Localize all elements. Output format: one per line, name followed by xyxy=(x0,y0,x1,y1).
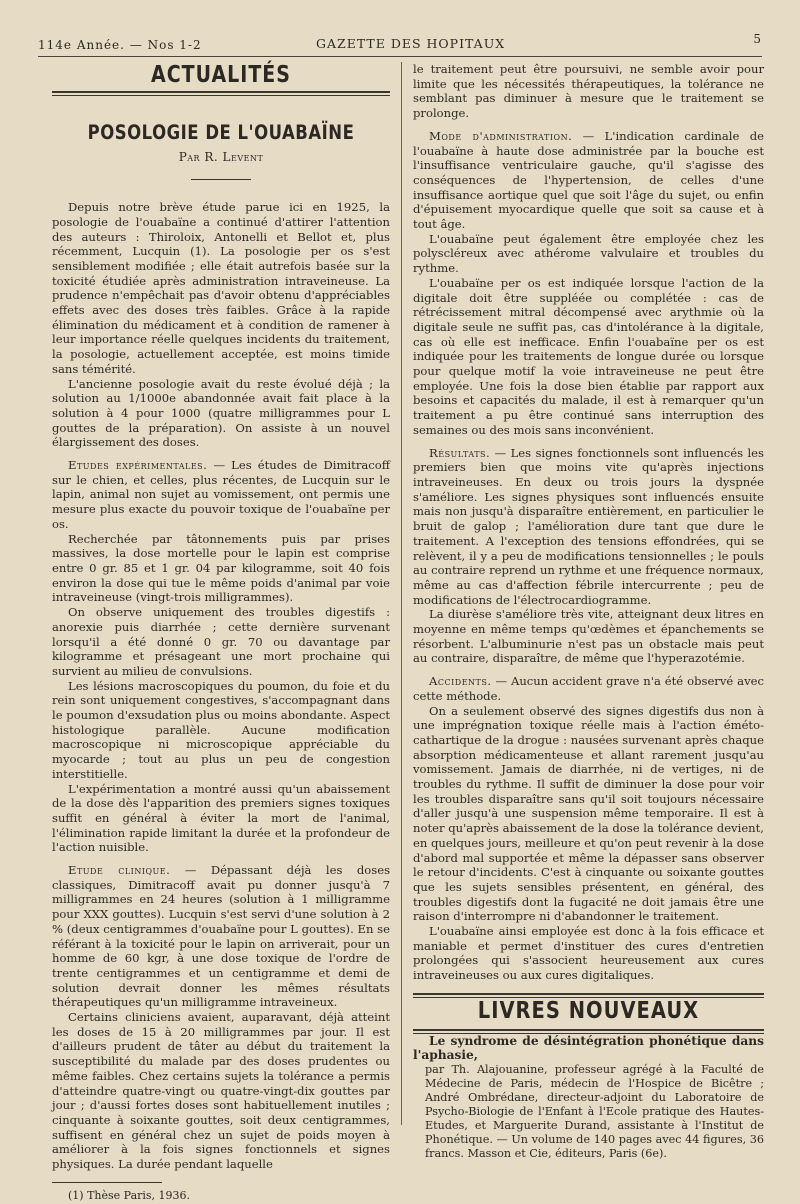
subhead-mode-administration: Mode d'administration. xyxy=(429,128,573,143)
paragraph-text: — Les études de Dimitracoff sur le chien, et celles, plus récentes, de Lucquin sur le lapin, animal non sujet au vomissement, ont permis une mesure plus exacte du pouvoir toxique de l'ouabaïne per os. xyxy=(52,458,390,531)
section-title-livres-nouveaux: LIVRES NOUVEAUX xyxy=(477,996,700,1025)
article-author: Par R. Levent xyxy=(178,150,264,165)
paragraph: Certains cliniciens avaient, auparavant, déjà atteint les doses de 15 à 20 milligrammes par jour. Il est d'ailleurs prudent de tâter au début du traitement la susceptibilité du malade par des doses prudentes ou même faibles. Chez certains sujets la tolérance a permis d'atteindre quatre-vingt ou quatre-vingt-dix gouttes par jour ; d'aussi fortes doses sont habituellement inutiles ; cinquante à soixante gouttes, soit deux centigrammes, suffisent en général chez un sujet de poids moyen à améliorer à la fois signes fonctionnels et signes physiques. La durée pendant laquelle xyxy=(52,1010,390,1172)
section-rule-thin xyxy=(52,95,390,96)
running-header xyxy=(38,30,762,57)
livres-rule-top xyxy=(413,993,764,995)
paragraph: Les lésions macroscopiques du poumon, du foie et du rein sont uniquement congestives, s'accompagnant dans le poumon d'exsudation plus ou moins abondante. Aspect histologique parallèle. Aucune modification macroscopique ni microscopique appréciable du myocarde ; tout au plus un peu de congestion interstitielle. xyxy=(52,678,390,781)
paragraph: On a seulement observé des signes digestifs dus non à une imprégnation toxique réelle mais à l'action éméto-cathartique de la drogue : nausées survenant après chaque absorption médicamenteuse et allant rarement jusqu'au vomissement. Jamais de diarrhée, ni de vertiges, ni de troubles du rythme. Il suffit de diminuer la dose pour voir les troubles disparaître sans qu'il soit toujours nécessaire d'aller jusqu'à une suspension même temporaire. Il est à noter qu'après abaissement de la dose la tolérance devient, en quelques jours, meilleure et qu'on peut revenir à la dose d'abord mal supportée et même la dépasser sans observer le retour d'incidents. C'est à cinquante ou soixante gouttes que les sujets sensibles présentent, en général, des troubles digestifs dont la fugacité ne doit jamais être une raison d'interrompre ni d'abandonner le traitement. xyxy=(413,703,764,924)
paragraph-text: — L'indication cardinale de l'ouabaïne à haute dose administrée par la bouche est l'insuffisance ventriculaire gauche, qu'il s'agisse des conséquences de l'hypertension, de celles d'une insuffisance aortique quel que soit l'âge du sujet, ou enfin d'épuisement myocardique quelle que soit sa cause et à tout âge. xyxy=(413,128,764,232)
paragraph: L'ancienne posologie avait du reste évolué déjà ; la solution au 1/1000e abandonnée avait fait place à la solution à 4 pour 1000 (quatre milligrammes pour L gouttes de la préparation). On assiste à un nouvel élargissement des doses. xyxy=(52,376,390,450)
paragraph: La diurèse s'améliore très vite, atteignant deux litres en moyenne en même temps qu'œdèmes et épanchements se résorbent. L'albuminurie n'est pas un obstacle mais peut au contraire, disparaître, de même que l'hyperazotémie. xyxy=(413,607,764,666)
paragraph: L'ouabaïne peut également être employée chez les polyscléreux avec athérome valvulaire et troubles du rythme. xyxy=(413,231,764,276)
section-rule xyxy=(52,91,390,93)
footnote: (1) Thèse Paris, 1936. xyxy=(68,1188,191,1202)
paragraph-text: — Les signes fonctionnels sont influencés les premiers bien que moins vite qu'après injections intraveineuses. En deux ou trois jours la dyspnée s'améliore. Les signes physiques sont influencés ensuite mais non jusqu'à disparaître entièrement, en particulier le bruit de galop ; l'amélioration dure tant que dure le traitement. A l'exception des tensions effondrées, qui se relèvent, il y a peu de modifications tensionnelles ; le pouls au contraire reprend un rythme et une fréquence normaux, même au cas d'affection fébrile intercurrente ; peu de modifications de l'électrocardiogramme. xyxy=(413,445,764,607)
header-issue: 114e Année. — Nos 1-2 xyxy=(38,38,202,52)
footnote-rule xyxy=(52,1182,162,1183)
paragraph: L'ouabaïne per os est indiquée lorsque l'action de la digitale doit être suppléée ou complétée : cas de rétrécissement mitral décompensé avec arythmie où la digitale seule ne suffit pas, cas d'intolérance à la digitale, cas où elle est inefficace. Enfin l'ouabaïne per os est indiquée pour les traitements de longue durée ou lorsque pour quelque motif la voie intraveineuse ne peut être employée. Une fois la dose bien établie par rapport aux besoins et capacités du malade, il est à remarquer qu'un traitement a pu être continué sans interruption des semaines ou des mois sans inconvénient. xyxy=(413,275,764,437)
subhead-resultats: Résultats. xyxy=(429,445,491,460)
article-title: POSOLOGIE DE L'OUABAÏNE xyxy=(87,120,355,144)
paragraph-accidents xyxy=(413,674,764,703)
paragraph: L'ouabaïne ainsi employée est donc à la fois efficace et maniable et permet d'instituer des cures d'entretien prolongées qui s'associent heureusement aux cures intraveineuses ou aux cures digitaliques. xyxy=(413,924,764,983)
paragraph-text: — Dépassant déjà les doses classiques, Dimitracoff avait pu donner jusqu'à 7 milligrammes en 24 heures (solution à 1 milligramme pour XXX gouttes). Lucquin s'est servi d'une solution à 2 % (deux centigrammes d'ouabaïne pour L gouttes). En se référant à la toxicité pour le lapin on arriverait, pour un homme de 60 kgr, à une dose toxique de l'ordre de trente centigrammes et un centigramme et demi de solution devrait donner les mêmes résultats thérapeutiques qu'un milligramme intraveineux. xyxy=(52,863,391,1010)
paragraph-resultats xyxy=(413,446,764,608)
paragraph: On observe uniquement des troubles digestifs : anorexie puis diarrhée ; cette dernière survenant lorsqu'il a été donné 0 gr. 70 ou davantage par kilogramme et présageant une mort prochaine qui survient au milieu de convulsions. xyxy=(52,605,390,678)
book-title: Le syndrome de désintégration phonétique dans l'aphasie, xyxy=(413,1033,764,1063)
left-column xyxy=(52,61,391,1202)
paragraph-continued: le traitement peut être poursuivi, ne semble avoir pour limite que les nécessités thérapeutiques, la tolérance ne semblant pas diminuer à mesure que le traitement se prolonge. xyxy=(413,62,764,121)
section-title-actualites: ACTUALITÉS xyxy=(151,61,291,89)
right-column xyxy=(413,62,764,1160)
paragraph: L'expérimentation a montré aussi qu'un abaissement de la dose dès l'apparition des premiers signes toxiques suffit en général à éviter la mort de l'animal, l'élimination rapide limitant la durée et la profondeur de l'action nuisible. xyxy=(52,781,390,855)
paragraph-etude-clinique xyxy=(52,863,390,1010)
paragraph: Depuis notre brève étude parue ici en 1925, la posologie de l'ouabaïne a continué d'attirer l'attention des auteurs : Thiroloix, Antonelli et Bellot et, plus récemment, Lucquin (1). La posologie per os s'est sensiblement modifiée ; elle était autrefois basée sur la toxicité étudiée après administration intraveineuse. La prudence n'empêchait pas d'avoir obtenu d'appréciables effets avec des doses très faibles. Grâce à la rapide élimination du médicament et à condition de ramener à leur importance réelle quelques incidents du traitement, la posologie, actuellement acceptée, est moins timide sans témérité. xyxy=(52,200,390,376)
paragraph-text: — Aucun accident grave n'a été observé avec cette méthode. xyxy=(413,674,764,703)
column-divider xyxy=(401,62,402,1125)
title-rule xyxy=(191,179,251,180)
subhead-etude-clinique: Etude clinique. xyxy=(68,863,171,878)
paragraph-etudes-experimentales xyxy=(52,458,390,532)
page-number: 5 xyxy=(753,32,762,46)
header-journal-title: GAZETTE DES HOPITAUX xyxy=(316,36,506,51)
paragraph: Recherchée par tâtonnements puis par prises massives, la dose mortelle pour le lapin est comprise entre 0 gr. 85 et 1 gr. 04 par kilogramme, soit 40 fois environ la dose qui tue le même poids d'animal par voie intraveineuse (vingt-trois milligrammes). xyxy=(52,531,390,605)
subhead-etudes-experimentales: Etudes expérimentales. xyxy=(68,458,208,473)
livres-rule-bottom xyxy=(413,1029,764,1031)
book-description: par Th. Alajouanine, professeur agrégé à la Faculté de Médecine de Paris, médecin de l'Hospice de Bicêtre ; André Ombrédane, directeur-adjoint du Laboratoire de Psycho-Biologie de l'Enfant à l'Ecole pratique des Hautes-Etudes, et Marguerite Durand, assistante à l'Institut de Phonétique. — Un volume de 140 pages avec 44 figures, 36 francs. Masson et Cie, éditeurs, Paris (6e). xyxy=(425,1063,764,1160)
paragraph-mode-administration xyxy=(413,129,764,232)
subhead-accidents: Accidents. xyxy=(429,674,492,689)
